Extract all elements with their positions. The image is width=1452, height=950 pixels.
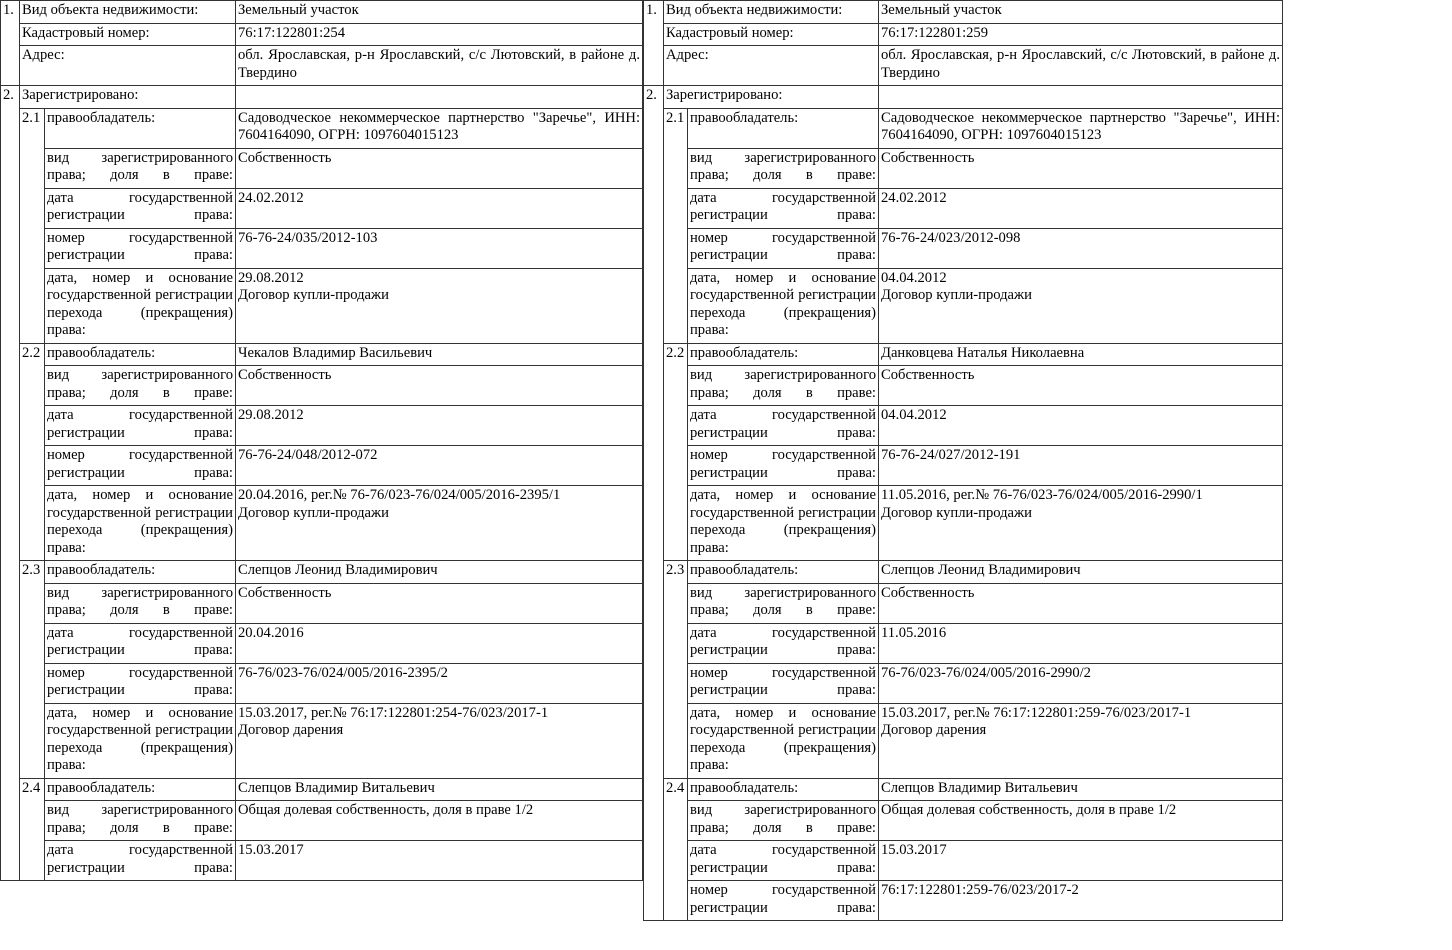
extract-table <box>643 0 1283 921</box>
owner-value: Садоводческое некоммерческое партнерство "Заречье", ИНН: 7604164090, ОГРН: 1097604015123 <box>879 108 1283 148</box>
transfer-label: дата, номер и основание государственной регистрации перехода (прекращения) права: <box>688 268 879 343</box>
transfer-value <box>879 703 1283 778</box>
owner-label: правообладатель: <box>688 343 879 366</box>
right-type-value: Собственность <box>236 583 643 623</box>
address-value: обл. Ярославская, р-н Ярославский, с/с Лютовский, в районе д. Твердино <box>879 46 1283 86</box>
owner-number: 2.3 <box>664 561 688 779</box>
transfer-label: дата, номер и основание государственной регистрации перехода (прекращения) права: <box>45 268 236 343</box>
registration-number-value: 76-76/023-76/024/005/2016-2395/2 <box>236 663 643 703</box>
registered-value <box>879 86 1283 109</box>
registration-date-value: 11.05.2016 <box>879 623 1283 663</box>
cadastral-number-label: Кадастровый номер: <box>664 23 879 46</box>
right-type-value: Общая долевая собственность, доля в праве 1/2 <box>236 801 643 841</box>
right-type-label: вид зарегистрированного права; доля в праве: <box>45 366 236 406</box>
registration-date-label: дата государственной регистрации права: <box>45 841 236 881</box>
registration-number-value: 76-76/023-76/024/005/2016-2990/2 <box>879 663 1283 703</box>
registration-date-label: дата государственной регистрации права: <box>688 406 879 446</box>
registration-date-value: 15.03.2017 <box>879 841 1283 881</box>
registration-number-value: 76:17:122801:259-76/023/2017-2 <box>879 881 1283 921</box>
object-type-value: Земельный участок <box>879 1 1283 24</box>
address-label: Адрес: <box>664 46 879 86</box>
owner-label: правообладатель: <box>688 108 879 148</box>
transfer-value-line: 15.03.2017, рег.№ 76:17:122801:254-76/023/2017-1 <box>238 704 549 721</box>
transfer-value-line: Договор дарения <box>881 722 987 738</box>
transfer-label: дата, номер и основание государственной регистрации перехода (прекращения) права: <box>688 703 879 778</box>
owner-label: правообладатель: <box>688 778 879 801</box>
owner-value: Садоводческое некоммерческое партнерство "Заречье", ИНН: 7604164090, ОГРН: 1097604015123 <box>236 108 643 148</box>
transfer-value-line: Договор купли-продажи <box>881 287 1032 303</box>
transfer-value-line: Договор купли-продажи <box>238 504 389 521</box>
right-type-label: вид зарегистрированного права; доля в праве: <box>45 583 236 623</box>
owner-value: Данковцева Наталья Николаевна <box>879 343 1283 366</box>
owner-label: правообладатель: <box>45 778 236 801</box>
owner-value: Слепцов Владимир Витальевич <box>879 778 1283 801</box>
owner-label: правообладатель: <box>688 561 879 584</box>
owner-number: 2.2 <box>20 343 45 561</box>
transfer-value-line: 29.08.2012 <box>238 269 304 286</box>
registration-date-value: 24.02.2012 <box>236 188 643 228</box>
transfer-value <box>236 268 643 343</box>
right-type-label: вид зарегистрированного права; доля в праве: <box>688 801 879 841</box>
owner-label: правообладатель: <box>45 561 236 584</box>
registration-number-value: 76-76-24/023/2012-098 <box>879 228 1283 268</box>
registered-value <box>236 86 643 109</box>
owner-number: 2.2 <box>664 343 688 561</box>
registration-date-value: 20.04.2016 <box>236 623 643 663</box>
right-type-label: вид зарегистрированного права; доля в праве: <box>688 583 879 623</box>
right-type-value: Собственность <box>879 366 1283 406</box>
registration-number-label: номер государственной регистрации права: <box>688 228 879 268</box>
transfer-label: дата, номер и основание государственной регистрации перехода (прекращения) права: <box>45 703 236 778</box>
registration-date-value: 24.02.2012 <box>879 188 1283 228</box>
owner-number: 2.4 <box>20 778 45 881</box>
address-label: Адрес: <box>20 46 236 86</box>
registration-date-label: дата государственной регистрации права: <box>688 841 879 881</box>
owner-label: правообладатель: <box>45 108 236 148</box>
owner-value: Слепцов Владимир Витальевич <box>236 778 643 801</box>
transfer-value-line: 11.05.2016, рег.№ 76-76/023-76/024/005/2016-2990/1 <box>881 487 1203 503</box>
registration-date-value: 15.03.2017 <box>236 841 643 881</box>
registration-date-value: 04.04.2012 <box>879 406 1283 446</box>
owner-number: 2.1 <box>664 108 688 343</box>
registration-number-label: номер государственной регистрации права: <box>688 663 879 703</box>
transfer-value-line: Договор купли-продажи <box>238 287 389 303</box>
right-type-value: Общая долевая собственность, доля в праве 1/2 <box>879 801 1283 841</box>
transfer-value <box>236 703 643 778</box>
transfer-label: дата, номер и основание государственной регистрации перехода (прекращения) права: <box>688 486 879 561</box>
owner-number: 2.4 <box>664 778 688 921</box>
registration-number-label: номер государственной регистрации права: <box>688 446 879 486</box>
registration-date-label: дата государственной регистрации права: <box>688 188 879 228</box>
cadastral-number-value: 76:17:122801:259 <box>879 23 1283 46</box>
registration-number-label: номер государственной регистрации права: <box>688 881 879 921</box>
transfer-value-line: 15.03.2017, рег.№ 76:17:122801:259-76/023/2017-1 <box>881 704 1192 721</box>
right-type-value: Собственность <box>236 366 643 406</box>
registration-date-value: 29.08.2012 <box>236 406 643 446</box>
right-type-label: вид зарегистрированного права; доля в праве: <box>45 148 236 188</box>
section-number: 2. <box>1 86 20 881</box>
registration-date-label: дата государственной регистрации права: <box>45 623 236 663</box>
object-type-label: Вид объекта недвижимости: <box>664 1 879 24</box>
section-number: 1. <box>1 1 20 86</box>
owner-value: Слепцов Леонид Владимирович <box>236 561 643 584</box>
owner-number: 2.3 <box>20 561 45 779</box>
address-value: обл. Ярославская, р-н Ярославский, с/с Лютовский, в районе д. Твердино <box>236 46 643 86</box>
registration-date-label: дата государственной регистрации права: <box>45 406 236 446</box>
transfer-value-line: 04.04.2012 <box>881 269 947 286</box>
transfer-value <box>879 486 1283 561</box>
right-type-value: Собственность <box>879 583 1283 623</box>
section-number: 2. <box>644 86 664 921</box>
cadastral-number-value: 76:17:122801:254 <box>236 23 643 46</box>
left-extract-pane <box>0 0 645 925</box>
transfer-value-line: Договор купли-продажи <box>881 504 1032 521</box>
registration-number-value: 76-76-24/035/2012-103 <box>236 228 643 268</box>
right-extract-pane <box>643 0 1285 950</box>
cadastral-number-label: Кадастровый номер: <box>20 23 236 46</box>
transfer-value <box>236 486 643 561</box>
owner-label: правообладатель: <box>45 343 236 366</box>
transfer-value-line: Договор дарения <box>238 722 344 738</box>
owner-value: Чекалов Владимир Васильевич <box>236 343 643 366</box>
transfer-value <box>879 268 1283 343</box>
owner-number: 2.1 <box>20 108 45 343</box>
right-type-value: Собственность <box>879 148 1283 188</box>
section-number: 1. <box>644 1 664 86</box>
object-type-value: Земельный участок <box>236 1 643 24</box>
right-type-value: Собственность <box>236 148 643 188</box>
registered-label: Зарегистрировано: <box>664 86 879 109</box>
registration-date-label: дата государственной регистрации права: <box>45 188 236 228</box>
registration-number-label: номер государственной регистрации права: <box>45 228 236 268</box>
registration-number-label: номер государственной регистрации права: <box>45 446 236 486</box>
right-type-label: вид зарегистрированного права; доля в праве: <box>688 366 879 406</box>
extract-table <box>0 0 643 881</box>
registered-label: Зарегистрировано: <box>20 86 236 109</box>
object-type-label: Вид объекта недвижимости: <box>20 1 236 24</box>
registration-number-label: номер государственной регистрации права: <box>45 663 236 703</box>
right-type-label: вид зарегистрированного права; доля в праве: <box>45 801 236 841</box>
owner-value: Слепцов Леонид Владимирович <box>879 561 1283 584</box>
transfer-label: дата, номер и основание государственной регистрации перехода (прекращения) права: <box>45 486 236 561</box>
registration-number-value: 76-76-24/027/2012-191 <box>879 446 1283 486</box>
registration-number-value: 76-76-24/048/2012-072 <box>236 446 643 486</box>
transfer-value-line: 20.04.2016, рег.№ 76-76/023-76/024/005/2016-2395/1 <box>238 487 561 503</box>
registration-date-label: дата государственной регистрации права: <box>688 623 879 663</box>
right-type-label: вид зарегистрированного права; доля в праве: <box>688 148 879 188</box>
